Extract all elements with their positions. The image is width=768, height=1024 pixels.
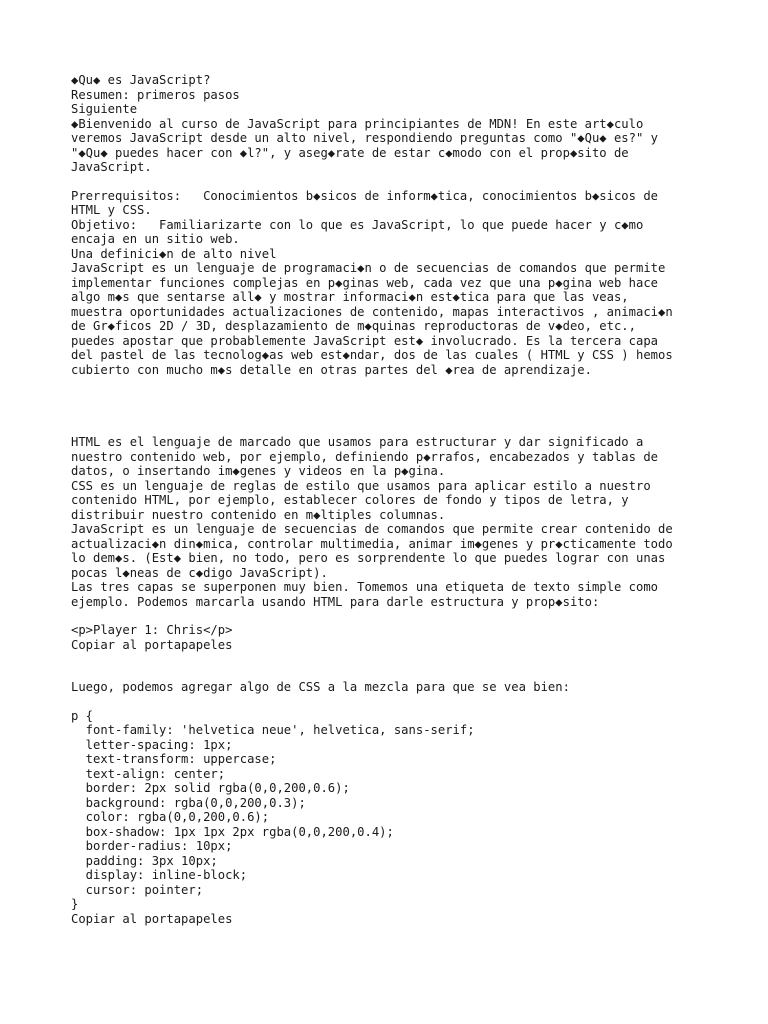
definition-line: algo m◆s que sentarse all◆ y mostrar informaci◆n est◆tica para que las veas, (71, 290, 629, 304)
code-line: background: rgba(0,0,200,0.3); (71, 795, 306, 810)
layers-line: actualizaci◆n din◆mica, controlar multimedia, animar im◆genes y pr◆cticamente todo (71, 536, 673, 551)
code-line: padding: 3px 10px; (71, 853, 218, 868)
layers-line: lo dem◆s. (Est◆ bien, no todo, pero es sorprendente lo que puedes lograr con unas (71, 551, 666, 565)
objective-line: encaja en un sitio web. (71, 232, 240, 246)
layers-line: CSS es un lenguaje de reglas de estilo que usamos para aplicar estilo a nuestro (71, 478, 651, 493)
document-page (71, 73, 761, 926)
intro-line: "◆Qu◆ puedes hacer con ◆l?", y aseg◆rate de estar c◆modo con el prop◆sito de (71, 145, 629, 160)
definition-line: puedes apostar que probablemente JavaScript est◆ involucrado. Es la tercera capa (71, 333, 658, 348)
doc-title: ◆Qu◆ es JavaScript? (71, 73, 211, 87)
layers-line: pocas l◆neas de c◆digo JavaScript). (71, 565, 328, 580)
definition-line: de Gr◆ficos 2D / 3D, desplazamiento de m◆quinas reproductoras de v◆deo, etc., (71, 319, 636, 333)
code-line: color: rgba(0,0,200,0.6); (71, 810, 270, 824)
css-intro-text: Luego, podemos agregar algo de CSS a la mezcla para que se vea bien: (71, 680, 570, 694)
prereq-line: HTML y CSS. (71, 203, 152, 217)
copy-to-clipboard-button[interactable]: Copiar al portapapeles (71, 911, 233, 926)
intro-line: ◆Bienvenido al curso de JavaScript para principiantes de MDN! En este art◆culo (71, 116, 644, 131)
code-line: } (71, 897, 79, 911)
definition-line: implementar funciones complejas en p◆ginas web, cada vez que una p◆gina web hace (71, 275, 658, 290)
prerequisites (71, 189, 761, 218)
copy-to-clipboard-button[interactable]: Copiar al portapapeles (71, 637, 233, 652)
next-link[interactable]: Siguiente (71, 102, 138, 116)
layers-line: nuestro contenido web, por ejemplo, definiendo p◆rrafos, encabezados y tablas de (71, 449, 658, 464)
code-line: text-align: center; (71, 766, 226, 781)
code-line: font-family: 'helvetica neue', helvetica, sans-serif; (71, 723, 475, 737)
code-line: text-transform: uppercase; (71, 752, 277, 766)
layers-line: distribuir nuestro contenido en m◆ltiples columnas. (71, 507, 446, 522)
code-line: border: 2px solid rgba(0,0,200,0.6); (71, 781, 350, 795)
intro-paragraph (71, 117, 761, 175)
code-block-css (71, 709, 761, 912)
objective-line: Objetivo: Familiarizarte con lo que es JavaScript, lo que puede hacer y c◆mo (71, 217, 644, 232)
code-line: letter-spacing: 1px; (71, 737, 233, 752)
intro-line: JavaScript. (71, 160, 152, 174)
layers-line: contenido HTML, por ejemplo, establecer colores de fondo y tipos de letra, y (71, 493, 629, 507)
definition-line: cubierto con mucho m◆s detalle en otras partes del ◆rea de aprendizaje. (71, 362, 592, 377)
layers-line: Las tres capas se superponen muy bien. Tomemos una etiqueta de texto simple como (71, 580, 658, 594)
code-line: p { (71, 708, 94, 723)
definition-paragraph (71, 261, 761, 377)
definition-line: muestra oportunidades actualizaciones de contenido, mapas interactivos , animaci◆n (71, 304, 673, 319)
doc-summary: Resumen: primeros pasos (71, 87, 240, 102)
layers-line: JavaScript es un lenguaje de secuencias de comandos que permite crear contenido de (71, 522, 673, 536)
layers-paragraph (71, 435, 761, 609)
layers-line: HTML es el lenguaje de marcado que usamos para estructurar y dar significado a (71, 435, 644, 449)
code-line: cursor: pointer; (71, 882, 204, 897)
code-block-html: <p>Player 1: Chris</p> (71, 623, 233, 637)
definition-line: del pastel de las tecnolog◆as web est◆ndar, dos de las cuales ( HTML y CSS ) hemos (71, 348, 673, 362)
intro-line: veremos JavaScript desde un alto nivel, respondiendo preguntas como "◆Qu◆ es?" y (71, 131, 658, 145)
section-heading: Una definici◆n de alto nivel (71, 246, 277, 261)
code-line: border-radius: 10px; (71, 839, 233, 853)
layers-line: datos, o insertando im◆genes y videos en la p◆gina. (71, 464, 446, 478)
code-line: box-shadow: 1px 1px 2px rgba(0,0,200,0.4); (71, 824, 394, 839)
definition-line: JavaScript es un lenguaje de programaci◆n o de secuencias de comandos que permite (71, 261, 666, 275)
objective (71, 218, 761, 247)
code-line: display: inline-block; (71, 868, 248, 882)
layers-line: ejemplo. Podemos marcarla usando HTML para darle estructura y prop◆sito: (71, 594, 600, 609)
prereq-line: Prerrequisitos: Conocimientos b◆sicos de inform◆tica, conocimientos b◆sicos de (71, 188, 658, 203)
